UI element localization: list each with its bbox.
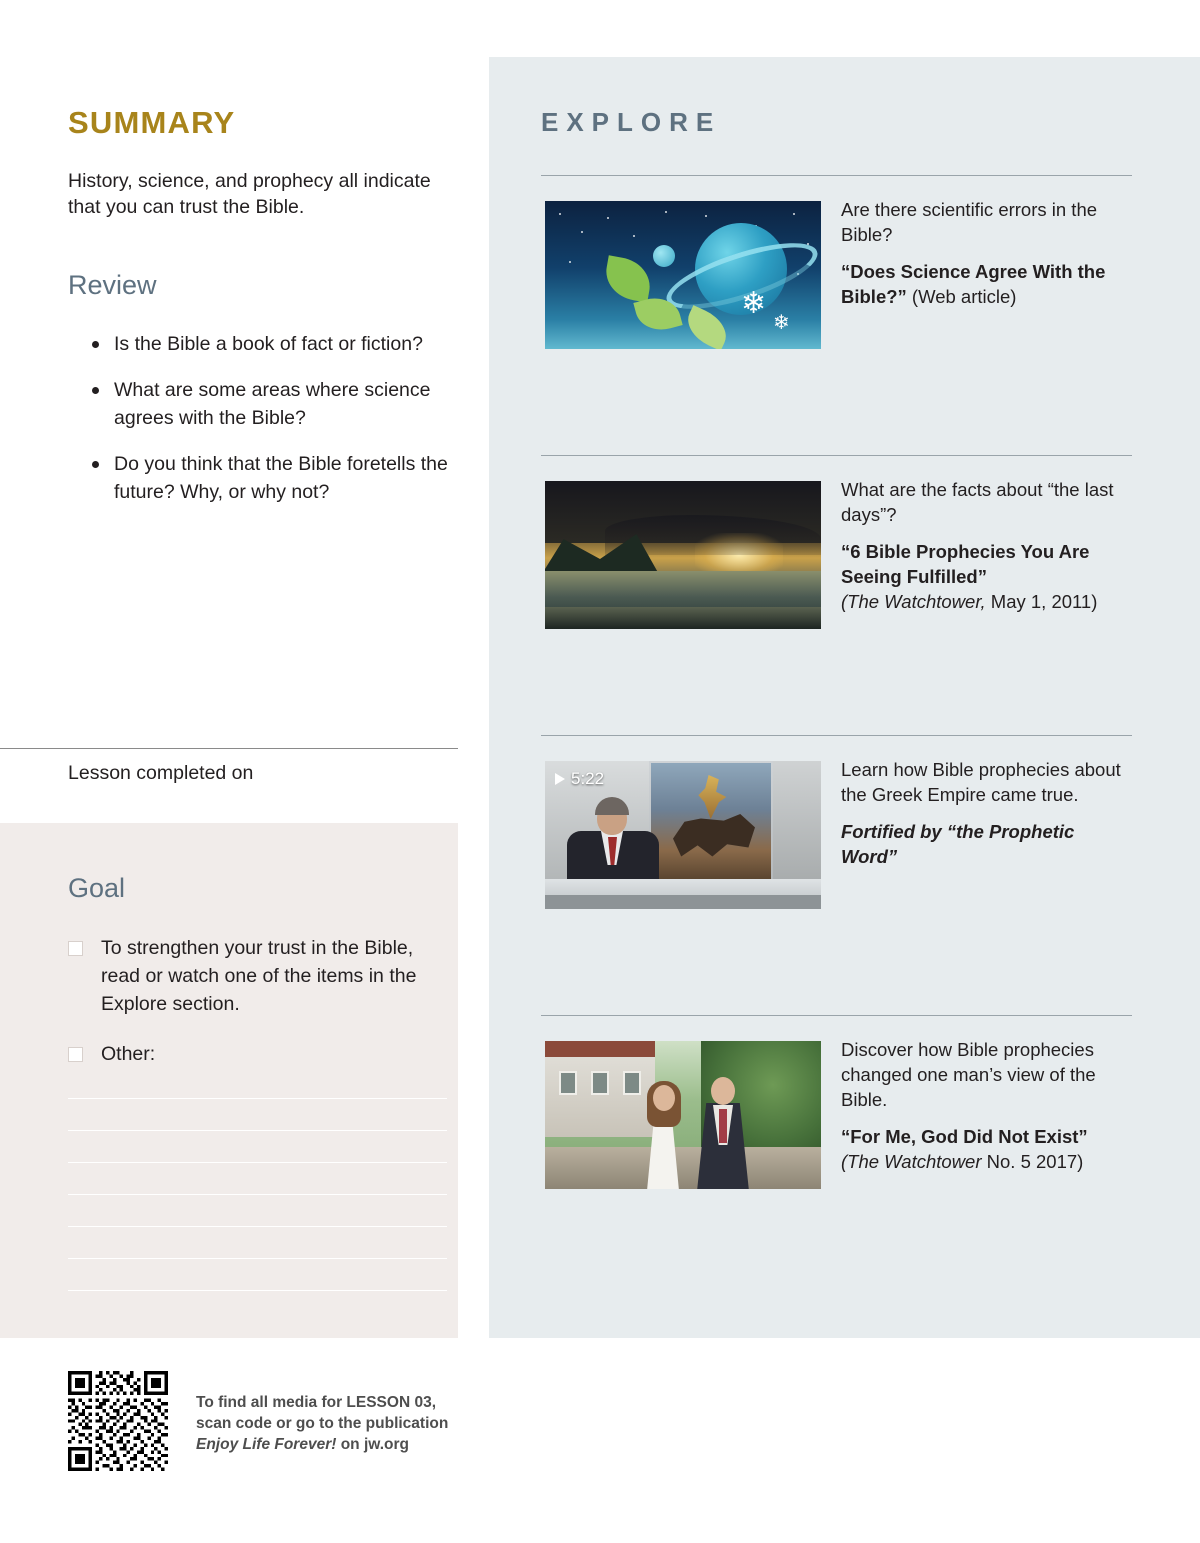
building-shape — [545, 1041, 655, 1137]
item-title: Fortified by “the Prophetic Word” — [841, 821, 1075, 867]
write-line — [68, 1258, 447, 1259]
goal-list — [68, 934, 448, 1090]
man-head — [711, 1077, 735, 1105]
item-divider — [541, 455, 1132, 456]
woman-head — [653, 1085, 675, 1111]
footer-line-2: scan code or go to the publication — [196, 1415, 449, 1432]
review-item: What are some areas where science agrees with the Bible? — [68, 376, 468, 432]
footer-instructions — [196, 1392, 516, 1455]
item-suffix: (Web article) — [906, 286, 1017, 307]
item-title: “Does Science Agree With the Bible?” — [841, 261, 1106, 307]
notes-write-lines[interactable] — [68, 1098, 447, 1322]
rider-shape — [695, 775, 729, 819]
goal-item-other[interactable] — [68, 1040, 448, 1068]
item-source-italic: (The Watchtower — [841, 1151, 982, 1172]
shore-shape — [545, 607, 821, 629]
man-tie — [719, 1109, 727, 1143]
item-title: “6 Bible Prophecies You Are Seeing Fulfilled” — [841, 541, 1090, 587]
leaf-shape — [602, 255, 654, 302]
roof-shape — [545, 1041, 655, 1057]
item-divider — [541, 1015, 1132, 1016]
snowflake-icon: ❄ — [773, 312, 790, 334]
stormy-sea-thumbnail[interactable] — [545, 481, 821, 629]
checkbox-icon[interactable] — [68, 941, 83, 956]
item-lead: Learn how Bible prophecies about the Greek Empire came true. — [841, 759, 1121, 805]
goal-item-label: Other: — [101, 1043, 156, 1065]
play-icon[interactable] — [555, 773, 565, 785]
summary-title: SUMMARY — [68, 105, 236, 140]
review-list — [68, 330, 468, 524]
item-lead: Are there scientific errors in the Bible? — [841, 199, 1098, 245]
write-line — [68, 1290, 447, 1291]
section-divider — [0, 748, 458, 749]
item-source-italic: (The Watchtower, — [841, 591, 986, 612]
desk-front-shape — [545, 895, 821, 909]
explore-item-1-text — [841, 197, 1133, 309]
explore-title: EXPLORE — [541, 107, 722, 137]
write-line — [68, 1162, 447, 1163]
item-divider — [541, 175, 1132, 176]
road-shape — [545, 1147, 821, 1189]
explore-item-2-text — [841, 477, 1133, 614]
space-planet-thumbnail[interactable] — [545, 201, 821, 349]
video-duration-badge — [555, 769, 604, 789]
publication-site: on jw.org — [336, 1436, 410, 1453]
left-column — [0, 0, 489, 1543]
goal-item[interactable] — [68, 934, 448, 1018]
footer-line-3 — [196, 1434, 516, 1455]
couple-walking-thumbnail[interactable] — [545, 1041, 821, 1189]
qr-code-icon — [68, 1371, 168, 1471]
item-title: “For Me, God Did Not Exist” — [841, 1126, 1088, 1147]
write-line — [68, 1194, 447, 1195]
video-duration: 5:22 — [571, 769, 605, 788]
goal-heading: Goal — [68, 873, 126, 903]
item-source-rest: No. 5 2017) — [981, 1151, 1084, 1172]
review-heading: Review — [68, 270, 157, 300]
write-line — [68, 1130, 447, 1131]
item-lead: What are the facts about “the last days”? — [841, 479, 1114, 525]
write-line — [68, 1226, 447, 1227]
explore-item-4-text — [841, 1037, 1133, 1174]
checkbox-icon[interactable] — [68, 1047, 83, 1062]
horse-shape — [673, 805, 755, 861]
poster-artwork — [651, 763, 771, 879]
item-divider — [541, 735, 1132, 736]
summary-text: History, science, and prophecy all indicate that you can trust the Bible. — [68, 170, 431, 218]
write-line — [68, 1098, 447, 1099]
item-lead: Discover how Bible prophecies changed one man’s view of the Bible. — [841, 1039, 1096, 1110]
review-item: Is the Bible a book of fact or fiction? — [68, 330, 468, 358]
review-item: Do you think that the Bible foretells the future? Why, or why not? — [68, 450, 468, 506]
item-source-rest: May 1, 2011) — [985, 591, 1098, 612]
lesson-completed-label: Lesson completed on — [68, 762, 254, 784]
video-news-set-thumbnail[interactable] — [545, 761, 821, 909]
qr-code[interactable] — [68, 1371, 168, 1471]
footer-line-1: To find all media for LESSON 03, — [196, 1394, 437, 1411]
publication-name: Enjoy Life Forever! — [196, 1436, 337, 1453]
explore-item-3-text — [841, 757, 1133, 869]
moon-shape — [653, 245, 675, 267]
snowflake-icon: ❄ — [741, 287, 767, 320]
goal-item-label: To strengthen your trust in the Bible, read or watch one of the items in the Explore section. — [101, 937, 417, 1015]
